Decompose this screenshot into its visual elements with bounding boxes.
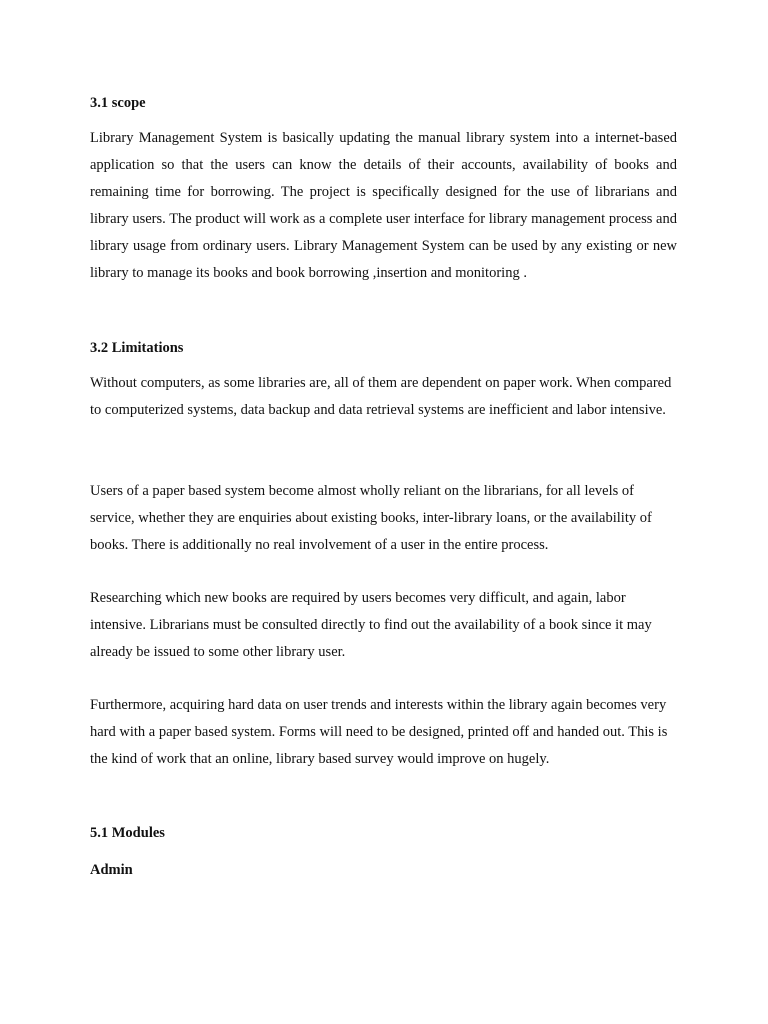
paragraph-limitations-2: Users of a paper based system become almost wholly reliant on the librarians, for all levels of service, whether they are enquiries about existing books, inter-library loans, or the availability of books. There is additionally no real involvement of a user in the entire process.: [90, 483, 652, 553]
paragraph-limitations-3: Researching which new books are required by users becomes very difficult, and again, labor intensive. Librarians must be consulted directly to find out the availability of a book since it may already be issued to some other library user.: [90, 590, 652, 660]
section-heading-limitations: 3.2 Limitations: [90, 340, 184, 356]
section-heading-modules: 5.1 Modules: [90, 825, 165, 841]
paragraph-limitations-4: Furthermore, acquiring hard data on user trends and interests within the library again becomes very hard with a paper based system. Forms will need to be designed, printed off and handed out. This is the kind of work that an online, library based survey would improve on hugely.: [90, 697, 668, 767]
paragraph-limitations-1: Without computers, as some libraries are, all of them are dependent on paper work. When compared to computerized systems, data backup and data retrieval systems are inefficient and labor intensive.: [90, 375, 672, 418]
subheading-admin: Admin: [90, 862, 133, 878]
section-heading-scope: 3.1 scope: [90, 95, 146, 111]
paragraph-scope: Library Management System is basically updating the manual library system into a internet-based application so that the users can know the details of their accounts, availability of books and remaining time for borrowing. The project is specifically designed for the use of librarians and library users. The product will work as a complete user interface for library management process and library usage from ordinary users. Library Management System can be used by any existing or new library to manage its books and book borrowing ,insertion and monitoring .: [90, 130, 677, 281]
